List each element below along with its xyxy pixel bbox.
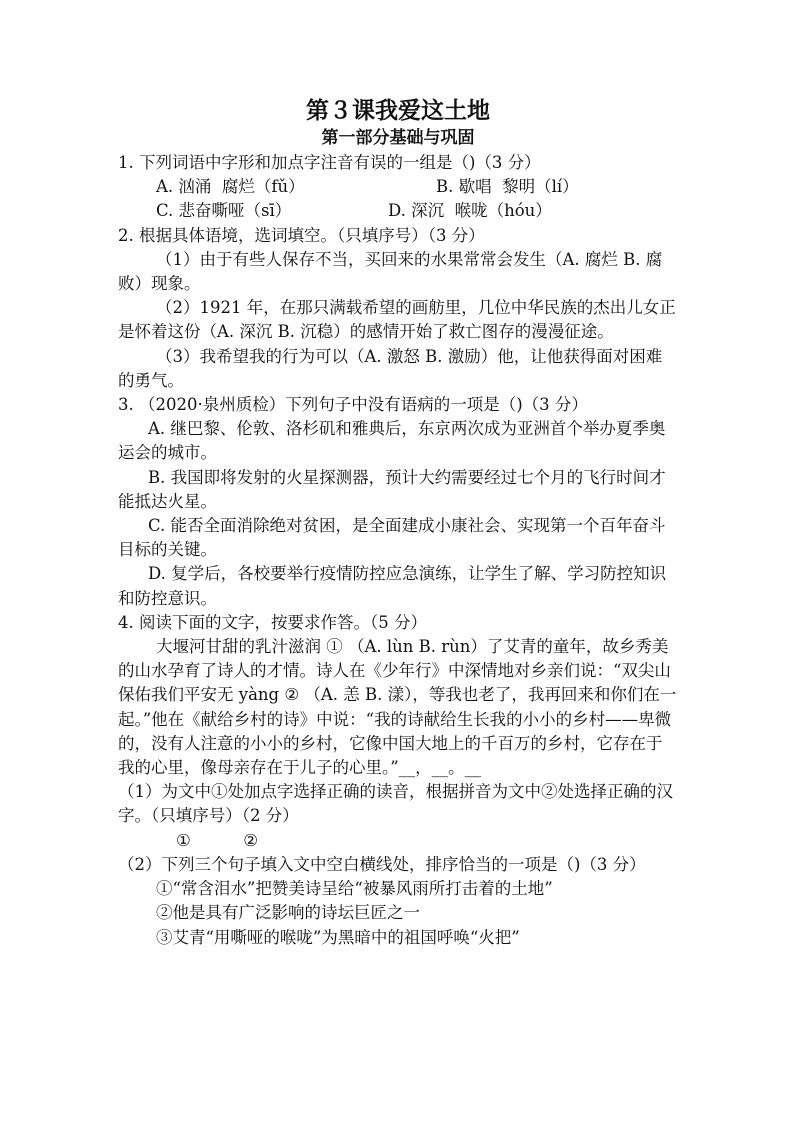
question-4-sub-1: （1）为文中①处加点字选择正确的读音，根据拼音为文中②处选择正确的汉字。（只填序号）（2 分）: [118, 782, 673, 826]
option-b: B. 歇唱 黎明（lí）: [436, 177, 579, 197]
question-3-option-d: D. 复学后，各校要举行疫情防控应急演练，让学生了解、学习防控知识和防控意识。: [118, 564, 667, 608]
question-1-options-row-1: [118, 175, 678, 199]
question-2-item-1: （1）由于有些人保存不当，买回来的水果常常会发生（A. 腐烂 B. 腐败）现象。: [118, 249, 663, 294]
section-subtitle: 第一部分基础与巩固: [321, 128, 475, 148]
worksheet-page: [118, 96, 678, 950]
question-1-options-row-2: [118, 199, 678, 223]
question-2-item-2: （2）1921 年，在那只满载希望的画舫里，几位中华民族的杰出儿女正是怀着这份（A. 深沉 B. 沉稳）的感情开始了救亡图存的漫漫征途。: [118, 298, 676, 342]
question-1-stem: 1. 下列词语中字形和加点字注音有误的一组是（)（3 分）: [118, 153, 541, 172]
question-2-stem: 2. 根据具体语境，选词填空。（只填序号）（3 分）: [118, 225, 485, 245]
sentence-option-1: ①“常含泪水”把赞美诗呈给“被暴风雨所打击着的土地”: [156, 879, 553, 899]
question-4-sub-2: （2）下列三个句子填入文中空白横线处，排序恰当的一项是（)（3 分）: [118, 854, 646, 874]
option-d: D. 深沉 喉咙（hóu）: [388, 201, 552, 221]
question-3-option-b: B. 我国即将发射的火星探测器，预计大约需要经过七个月的飞行时间才能抵达火星。: [118, 467, 666, 511]
sentence-option-2: ②他是具有广泛影响的诗坛巨匠之一: [156, 903, 420, 923]
sentence-option-3: ③艾青“用嘶哑的喉咙”为黑暗中的祖国呼唤“火把”: [156, 927, 520, 947]
question-3-option-c: C. 能否全面消除绝对贫困，是全面建成小康社会、实现第一个百年奋斗目标的关键。: [118, 516, 666, 560]
question-3-stem: 3. （2020·泉州质检）下列句子中没有语病的一项是（)（3 分）: [118, 395, 588, 415]
option-c: C. 悲奋嘶哑（sī）: [156, 201, 292, 221]
question-4-stem: 4. 阅读下面的文字，按要求作答。（5 分）: [118, 612, 427, 632]
question-4-passage: 大堰河甘甜的乳汁滋润 ① （A. lùn B. rùn）了艾青的童年，故乡秀美的山水孕育了诗人的才情。诗人在《少年行》中深情地对乡亲们说：“双尖山保佑我们平安无 yàng ② （A. 恙 B. 漾），等我也老了，我再回来和你们在一起。”他在《献给乡村的诗》中说：“我的诗献给生长我的小小的乡村——卑微的，没有人注意的小小的乡村，它像中国大地上的千百万的乡村，它存在于我的心里，像母亲存在于儿子的心里。”__，__。__: [118, 637, 677, 778]
question-3-option-a: A. 继巴黎、伦敦、洛杉矶和雅典后，东京两次成为亚洲首个举办夏季奥运会的城市。: [118, 419, 666, 463]
page-title: 第３课我爱这土地: [306, 98, 490, 124]
answer-blanks: ① ②: [176, 830, 259, 850]
question-2-item-3: （3）我希望我的行为可以（A. 激怒 B. 激励）他，让他获得面对困难的勇气。: [118, 346, 663, 390]
option-a: A. 汹涌 腐烂（fǔ）: [156, 177, 305, 197]
